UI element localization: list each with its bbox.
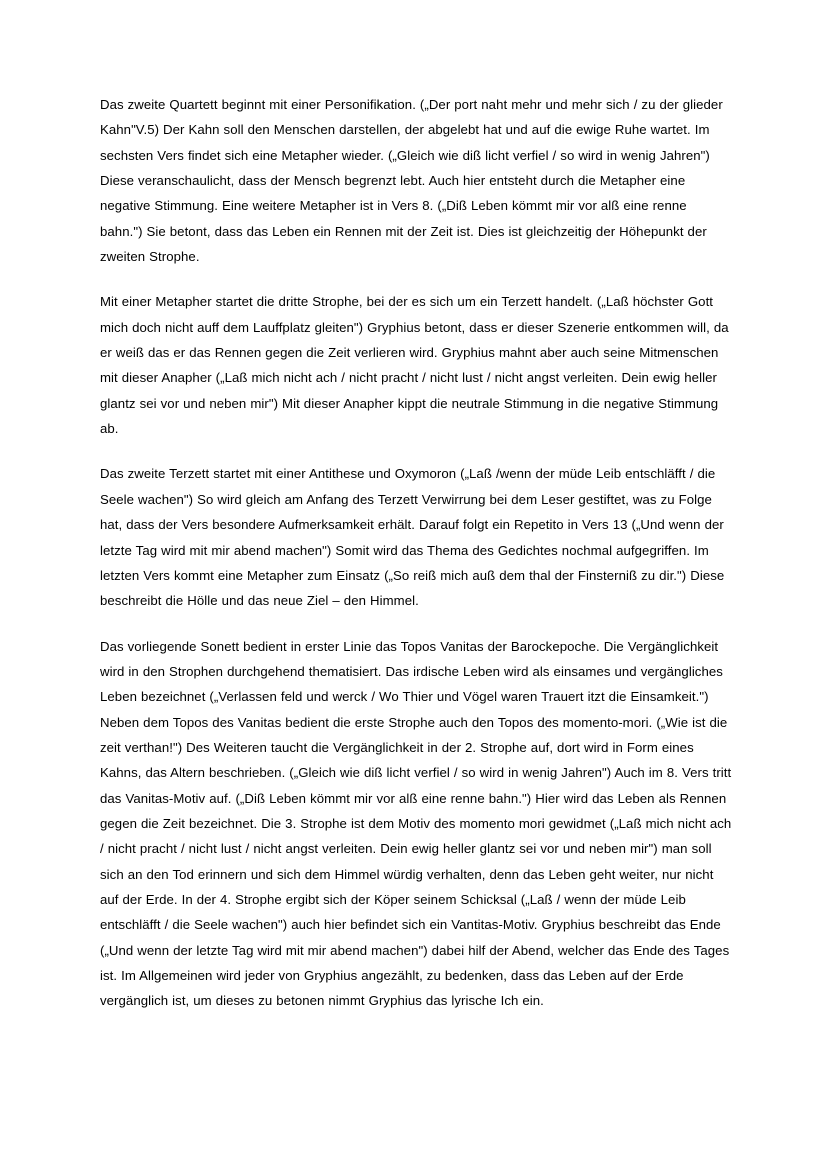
paragraph-quartett-zwei: Das zweite Quartett beginnt mit einer Personifikation. („Der port naht mehr und mehr sich / zu der glieder Kahn"V.5) Der Kahn soll den Menschen darstellen, der abgelebt hat und auf die ewige Ruhe wartet. Im sechsten Vers findet sich eine Metapher wieder. („Gleich wie diß licht verfiel / so wird in wenig Jahren") Diese veranschaulicht, dass der Mensch begrenzt lebt. Auch hier entsteht durch die Metapher eine negative Stimmung. Eine weitere Metapher ist in Vers 8. („Diß Leben kömmt mir vor alß eine renne bahn.") Sie betont, dass das Leben ein Rennen mit der Zeit ist. Dies ist gleichzeitig der Höhepunkt der zweiten Strophe.	[100, 97, 723, 265]
paragraph-terzett-eins: Mit einer Metapher startet die dritte Strophe, bei der es sich um ein Terzett handelt. („Laß höchster Gott mich doch nicht auff dem Lauffplatz gleiten") Gryphius betont, dass er dieser Szenerie entkommen will, da er weiß das er das Rennen gegen die Zeit verlieren wird. Gryphius mahnt aber auch seine Mitmenschen mit dieser Anapher („Laß mich nicht ach / nicht pracht / nicht lust / nicht angst verleiten. Dein ewig heller glantz sei vor und neben mir") Mit dieser Anapher kippt die neutrale Stimmung in die negative Stimmung ab.	[100, 294, 729, 437]
document-text-body	[100, 92, 732, 1014]
paragraph-fazit-vanitas: Das vorliegende Sonett bedient in erster Linie das Topos Vanitas der Barockepoche. Die Vergänglichkeit wird in den Strophen durchgehend thematisiert. Das irdische Leben wird als einsames und vergängliches Leben bezeichnet („Verlassen feld und werck / Wo Thier und Vögel waren Trauert itzt die Einsamkeit.") Neben dem Topos des Vanitas bedient die erste Strophe auch den Topos des momento-mori. („Wie ist die zeit verthan!") Des Weiteren taucht die Vergänglichkeit in der 2. Strophe auf, dort wird in Form eines Kahns, das Altern beschrieben. („Gleich wie diß licht verfiel / so wird in wenig Jahren") Auch im 8. Vers tritt das Vanitas-Motiv auf. („Diß Leben kömmt mir vor alß eine renne bahn.") Hier wird das Leben als Rennen gegen die Zeit bezeichnet. Die 3. Strophe ist dem Motiv des momento mori gewidmet („Laß mich nicht ach / nicht pracht / nicht lust / nicht angst verleiten. Dein ewig heller glantz sei vor und neben mir") man soll sich an den Tod erinnern und sich dem Himmel würdig verhalten, denn das Leben geht weiter, nur nicht auf der Erde. In der 4. Strophe ergibt sich der Köper seinem Schicksal („Laß / wenn der müde Leib entschläfft / die Seele wachen") auch hier befindet sich ein Vantitas-Motiv. Gryphius beschreibt das Ende („Und wenn der letzte Tag wird mit mir abend machen") dabei hilf der Abend, welcher das Ende des Tages ist. Im Allgemeinen wird jeder von Gryphius angezählt, zu bedenken, dass das Leben auf der Erde vergänglich ist, um dieses zu betonen nimmt Gryphius das lyrische Ich ein.	[100, 638, 732, 1009]
paragraph-terzett-zwei: Das zweite Terzett startet mit einer Antithese und Oxymoron („Laß /wenn der müde Leib entschläfft / die Seele wachen") So wird gleich am Anfang des Terzett Verwirrung bei dem Leser gestiftet, was zu Folge hat, dass der Vers besondere Aufmerksamkeit erhält. Darauf folgt ein Repetito in Vers 13 („Und wenn der letzte Tag wird mit mir abend machen") Somit wird das Thema des Gedichtes nochmal aufgegriffen. Im letzten Vers kommt eine Metapher zum Einsatz („So reiß mich auß dem thal der Finsterniß zu dir.") Diese beschreibt die Hölle und das neue Ziel – den Himmel.	[100, 466, 725, 609]
